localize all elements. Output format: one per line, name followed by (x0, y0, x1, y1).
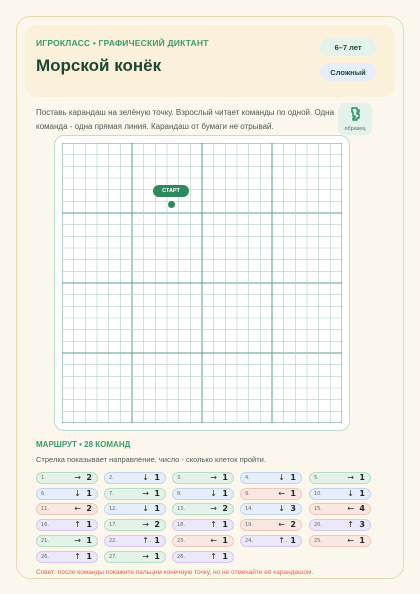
arrow-left-icon: ← (278, 489, 285, 498)
command-item (240, 519, 302, 531)
command-item (172, 472, 234, 484)
command-count: 3 (359, 520, 365, 529)
command-item (309, 472, 371, 484)
command-item (36, 503, 98, 515)
command-count: 1 (222, 473, 228, 482)
age-badge: 6–7 лет (320, 38, 376, 56)
command-number: 10. (314, 491, 322, 497)
command-number: 23. (177, 538, 185, 544)
command-number: 8. (177, 491, 182, 497)
start-label: СТАРТ (153, 185, 189, 197)
arrow-right-icon: → (142, 489, 149, 498)
command-count: 1 (290, 489, 296, 498)
command-item (104, 488, 166, 500)
arrow-down-icon: ↓ (278, 504, 285, 513)
arrow-right-icon: → (347, 473, 354, 482)
command-item (240, 472, 302, 484)
command-number: 5. (314, 475, 319, 481)
command-item (240, 535, 302, 547)
command-item (36, 472, 98, 484)
sample-label: образец (344, 126, 366, 132)
command-number: 2. (109, 475, 114, 481)
command-count: 1 (222, 489, 228, 498)
command-count: 1 (154, 489, 160, 498)
command-item (240, 503, 302, 515)
graph-paper-grid (62, 143, 342, 423)
command-item (172, 488, 234, 500)
command-count: 2 (290, 520, 296, 529)
arrow-up-icon: ↑ (142, 536, 149, 545)
command-number: 4. (245, 475, 250, 481)
command-count: 1 (290, 473, 296, 482)
command-count: 3 (290, 504, 296, 513)
arrow-up-icon: ↑ (278, 536, 285, 545)
command-number: 3. (177, 475, 182, 481)
command-count: 1 (222, 552, 228, 561)
arrow-up-icon: ↑ (210, 552, 217, 561)
command-number: 17. (109, 522, 117, 528)
command-number: 11. (41, 506, 49, 512)
command-number: 19. (245, 522, 253, 528)
command-number: 20. (314, 522, 322, 528)
command-item (309, 519, 371, 531)
command-number: 24. (245, 538, 253, 544)
command-count: 2 (86, 504, 92, 513)
command-number: 6. (41, 491, 46, 497)
command-item (36, 535, 98, 547)
command-count: 2 (86, 473, 92, 482)
command-number: 1. (41, 475, 46, 481)
command-number: 9. (245, 491, 250, 497)
command-count: 1 (86, 520, 92, 529)
sample-button[interactable] (338, 103, 372, 135)
arrow-left-icon: ← (278, 520, 285, 529)
command-item (309, 535, 371, 547)
command-count: 4 (359, 504, 365, 513)
command-item (172, 551, 234, 563)
arrow-down-icon: ↓ (210, 489, 217, 498)
command-count: 1 (154, 536, 160, 545)
arrow-down-icon: ↓ (347, 489, 354, 498)
command-count: 1 (86, 536, 92, 545)
level-badge: Сложный (320, 63, 376, 81)
arrow-down-icon: ↓ (278, 473, 285, 482)
command-number: 12. (109, 506, 117, 512)
command-count: 1 (359, 536, 365, 545)
page-kicker: ИГРОКЛАСС • ГРАФИЧЕСКИЙ ДИКТАНТ (36, 38, 209, 48)
command-number: 15. (314, 506, 322, 512)
arrow-right-icon: → (74, 536, 81, 545)
command-count: 1 (222, 536, 228, 545)
command-count: 1 (222, 520, 228, 529)
command-item (36, 488, 98, 500)
command-count: 1 (154, 473, 160, 482)
arrow-down-icon: ↓ (142, 473, 149, 482)
command-number: 18. (177, 522, 185, 528)
command-number: 26. (41, 554, 49, 560)
command-count: 2 (222, 504, 228, 513)
command-count: 1 (86, 552, 92, 561)
command-number: 22. (109, 538, 117, 544)
route-subtitle: Стрелка показывает направление, число - сколько клеток пройти. (36, 455, 266, 464)
command-count: 1 (154, 552, 160, 561)
command-count: 1 (154, 504, 160, 513)
arrow-down-icon: ↓ (74, 489, 81, 498)
command-item (104, 503, 166, 515)
arrow-left-icon: ← (347, 504, 354, 513)
command-item (309, 503, 371, 515)
arrow-up-icon: ↑ (210, 520, 217, 529)
command-number: 25. (314, 538, 322, 544)
arrow-up-icon: ↑ (74, 520, 81, 529)
instructions-text: Поставь карандаш на зелёную точку. Взрослый читает команды по одной. Одна команда - одна прямая линия. Карандаш от бумаги не отрывай. (36, 108, 335, 131)
command-item (309, 488, 371, 500)
command-item (104, 535, 166, 547)
arrow-left-icon: ← (347, 536, 354, 545)
arrow-right-icon: → (142, 552, 149, 561)
arrow-up-icon: ↑ (74, 552, 81, 561)
command-item (104, 519, 166, 531)
command-item (104, 551, 166, 563)
arrow-down-icon: ↓ (142, 504, 149, 513)
command-item (36, 551, 98, 563)
command-item (172, 519, 234, 531)
arrow-right-icon: → (142, 520, 149, 529)
command-number: 14. (245, 506, 253, 512)
page-title: Морской конёк (36, 56, 162, 75)
arrow-left-icon: ← (74, 504, 81, 513)
command-number: 7. (109, 491, 114, 497)
command-count: 1 (359, 489, 365, 498)
command-number: 21. (41, 538, 49, 544)
command-count: 1 (359, 473, 365, 482)
command-item (172, 503, 234, 515)
command-item (172, 535, 234, 547)
command-number: 16. (41, 522, 49, 528)
command-item (36, 519, 98, 531)
command-count: 1 (86, 489, 92, 498)
arrow-right-icon: → (210, 504, 217, 513)
command-number: 27. (109, 554, 117, 560)
arrow-left-icon: ← (210, 536, 217, 545)
start-dot (168, 201, 175, 208)
seahorse-icon (350, 106, 361, 126)
command-item (240, 488, 302, 500)
tip-text: Совет: после команды покажите пальцем конечную точку, но не отмечайте её карандашом. (36, 569, 314, 576)
arrow-right-icon: → (74, 473, 81, 482)
command-number: 28. (177, 554, 185, 560)
command-count: 2 (154, 520, 160, 529)
arrow-right-icon: → (210, 473, 217, 482)
arrow-up-icon: ↑ (347, 520, 354, 529)
command-number: 13. (177, 506, 185, 512)
command-count: 1 (290, 536, 296, 545)
route-title: МАРШРУТ • 28 КОМАНД (36, 440, 131, 449)
command-item (104, 472, 166, 484)
